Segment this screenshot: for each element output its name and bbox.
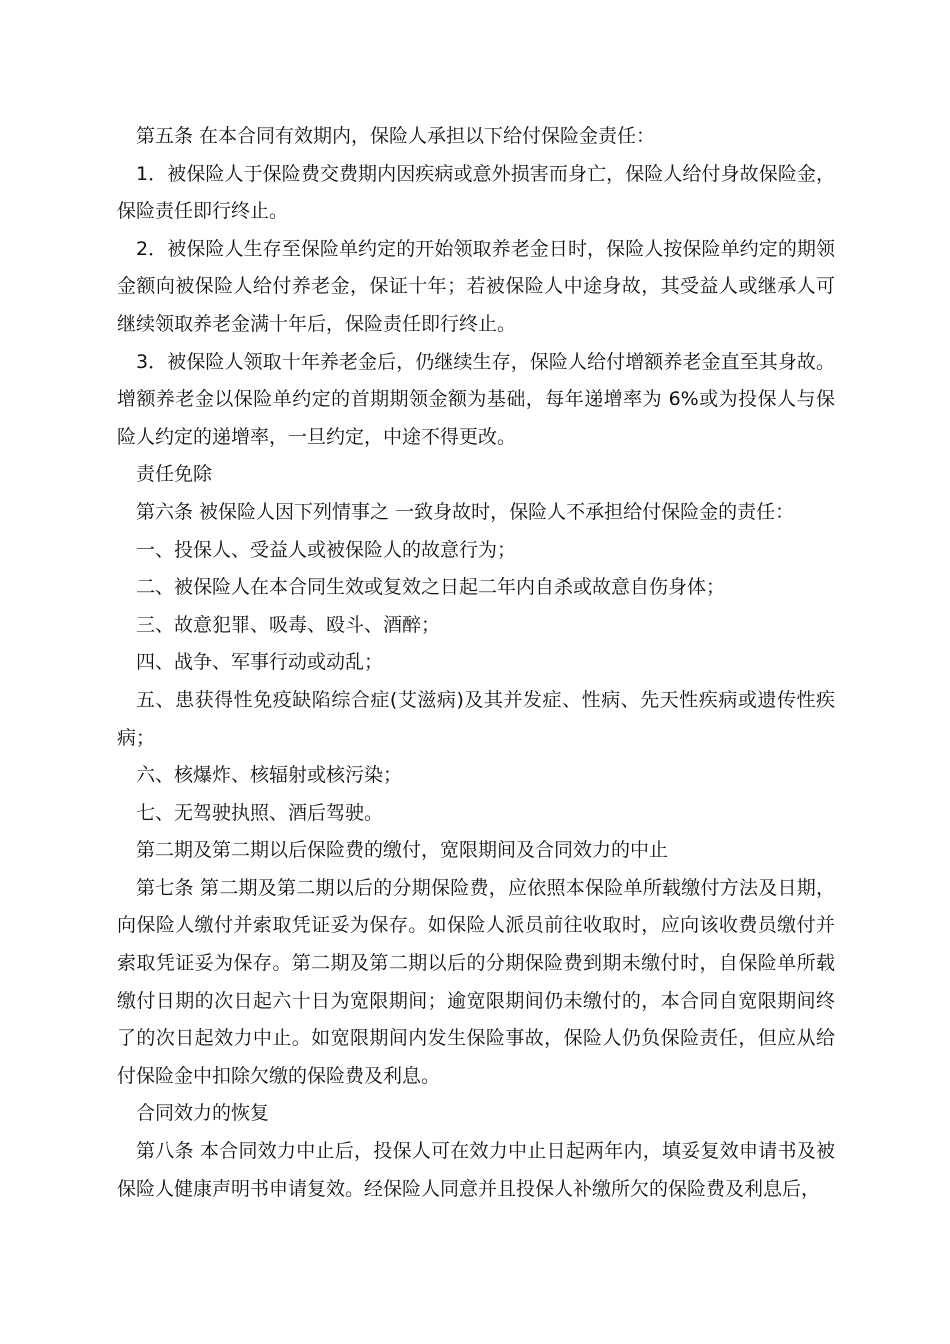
- article-8-body: 第八条 本合同效力中止后，投保人可在效力中止日起两年内，填妥复效申请书及被保险人健康声明书申请复效。经保险人同意并且投保人补缴所欠的保险费及利息后，: [117, 1140, 835, 1200]
- exclusion-item-2: 二、被保险人在本合同生效或复效之日起二年内自杀或故意自伤身体；: [136, 576, 726, 599]
- article-5-item-3: 3．被保险人领取十年养老金后，仍继续生存，保险人给付增额养老金直至其身故。增额养老金以保险单约定的首期期领金额为基础，每年递增率为 6%或为投保人与保险人约定的递增率，一旦约定，中途不得更改。: [117, 350, 835, 448]
- exclusion-item-5: 五、患获得性免疫缺陷综合症(艾滋病)及其并发症、性病、先天性疾病或遗传性疾病；: [117, 688, 835, 749]
- exclusion-item-1: 一、投保人、受益人或被保险人的故意行为；: [136, 538, 517, 561]
- section-heading-reinstatement: 合同效力的恢复: [136, 1102, 270, 1125]
- exclusion-item-3: 三、故意犯罪、吸毒、殴斗、酒醉；: [136, 613, 441, 636]
- article-7-body: 第七条 第二期及第二期以后的分期保险费，应依照本保险单所载缴付方法及日期，向保险人缴付并索取凭证妥为保存。如保险人派员前往收取时，应向该收费员缴付并索取凭证妥为保存。第二期及第二期以后的分期保险费到期未缴付时，自保险单所载缴付日期的次日起六十日为宽限期间；逾宽限期间仍未缴付的，本合同自宽限期间终了的次日起效力中止。如宽限期间内发生保险事故，保险人仍负保险责任，但应从给付保险金中扣除欠缴的保险费及利息。: [117, 876, 835, 1087]
- exclusion-item-7: 七、无驾驶执照、酒后驾驶。: [136, 801, 384, 824]
- article-6-heading: 第六条 被保险人因下列情事之 一致身故时，保险人不承担给付保险金的责任：: [136, 500, 795, 523]
- section-heading-premium-payment: 第二期及第二期以后保险费的缴付，宽限期间及合同效力的中止: [136, 839, 669, 862]
- section-heading-exclusions: 责任免除: [136, 463, 213, 486]
- exclusion-item-6: 六、核爆炸、核辐射或核污染；: [136, 764, 403, 787]
- document-page: [117, 118, 835, 1208]
- article-5-item-1: 1．被保险人于保险费交费期内因疾病或意外损害而身亡，保险人给付身故保险金，保险责任即行终止。: [117, 162, 835, 223]
- article-5-heading: 第五条 在本合同有效期内，保险人承担以下给付保险金责任：: [136, 125, 656, 147]
- exclusion-item-4: 四、战争、军事行动或动乱；: [136, 651, 384, 674]
- article-5-item-2: 2．被保险人生存至保险单约定的开始领取养老金日时，保险人按保险单约定的期领金额向被保险人给付养老金，保证十年；若被保险人中途身故，其受益人或继承人可继续领取养老金满十年后，保险责任即行终止。: [117, 237, 835, 335]
